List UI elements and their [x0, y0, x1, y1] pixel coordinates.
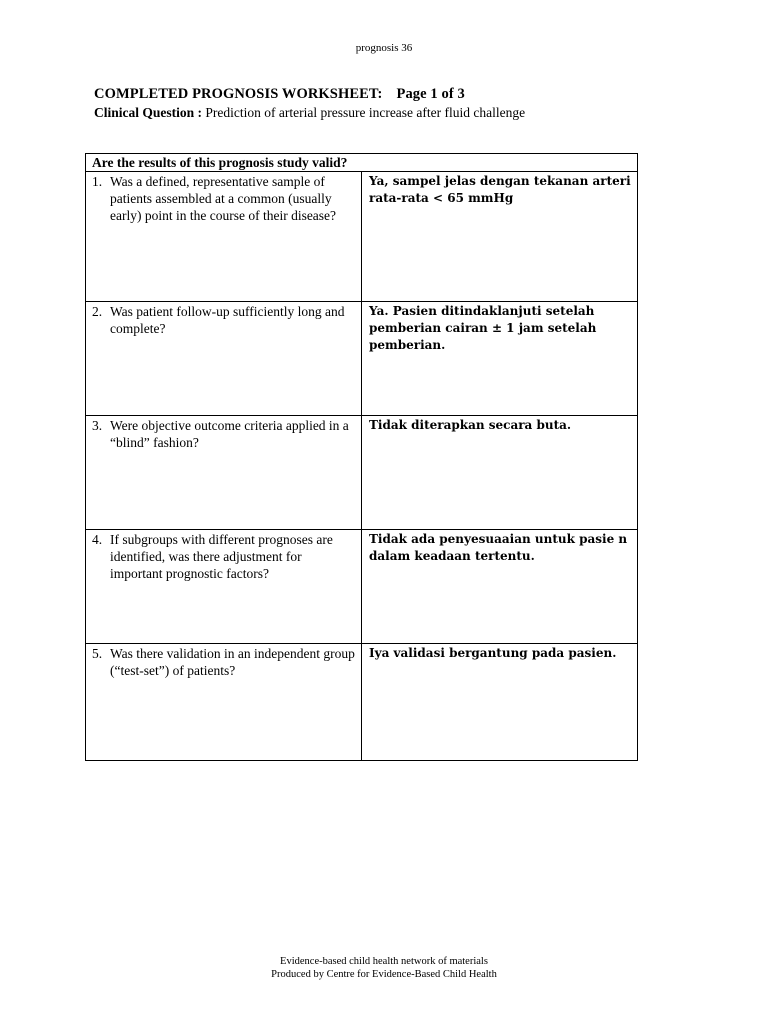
question-number: 4. — [92, 532, 103, 547]
question-cell — [86, 172, 362, 302]
question-text: Was a defined, representative sample of patients assembled at a common (usually early) point in the course of their disease? — [110, 174, 337, 223]
answer-cell — [362, 530, 638, 644]
table-row — [86, 416, 638, 530]
page-footer — [0, 955, 768, 981]
validity-table — [85, 153, 638, 761]
answer-text: Tidak diterapkan secara buta. — [369, 418, 572, 432]
question-cell — [86, 302, 362, 416]
clinical-question — [94, 104, 554, 121]
question-number: 5. — [92, 646, 103, 661]
worksheet-title — [94, 86, 465, 103]
answer-text: Ya. Pasien ditindaklanjuti setelah pemberian cairan ± 1 jam setelah pemberian. — [369, 304, 597, 352]
question-text: Were objective outcome criteria applied in a “blind” fashion? — [110, 418, 349, 450]
question-number: 1. — [92, 174, 103, 189]
clinical-question-text: Prediction of arterial pressure increase after fluid challenge — [205, 105, 526, 120]
answer-text: Tidak ada penyesuaaian untuk pasie n dalam keadaan tertentu. — [369, 532, 628, 563]
footer-line-2: Produced by Centre for Evidence-Based Child Health — [271, 969, 497, 980]
question-text: Was patient follow-up sufficiently long and complete? — [110, 304, 345, 336]
footer-line-1: Evidence-based child health network of materials — [280, 956, 488, 967]
answer-cell — [362, 302, 638, 416]
worksheet-title-text: COMPLETED PROGNOSIS WORKSHEET: — [94, 86, 383, 102]
table-row — [86, 302, 638, 416]
question-number: 2. — [92, 304, 103, 319]
table-row — [86, 530, 638, 644]
question-cell — [86, 644, 362, 761]
question-cell — [86, 530, 362, 644]
page-indicator: Page 1 of 3 — [396, 86, 465, 102]
table-row — [86, 644, 638, 761]
page-header-label: prognosis 36 — [355, 42, 413, 54]
answer-text: Iya validasi bergantung pada pasien. — [369, 646, 617, 660]
answer-cell — [362, 172, 638, 302]
clinical-question-label: Clinical Question : — [94, 105, 203, 120]
question-number: 3. — [92, 418, 103, 433]
question-text: If subgroups with different prognoses are identified, was there adjustment for important prognostic factors? — [110, 532, 333, 581]
answer-cell — [362, 644, 638, 761]
question-text: Was there validation in an independent group (“test-set”) of patients? — [110, 646, 355, 678]
table-heading: Are the results of this prognosis study valid? — [86, 154, 638, 172]
table-heading-row — [86, 154, 638, 172]
answer-text: Ya, sampel jelas dengan tekanan arteri rata-rata < 65 mmHg — [369, 174, 631, 205]
answer-cell — [362, 416, 638, 530]
table-row — [86, 172, 638, 302]
question-cell — [86, 416, 362, 530]
